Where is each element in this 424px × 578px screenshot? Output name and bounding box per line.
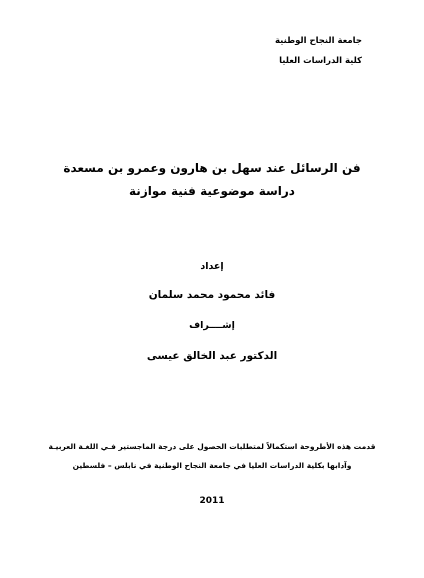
university-name: جامعة النجاح الوطنية xyxy=(274,36,362,46)
submission-year: 2011 xyxy=(199,496,225,506)
thesis-subtitle: دراسة موضوعية فنية موازنة xyxy=(129,184,295,198)
preparation-label: إعداد xyxy=(200,261,224,272)
faculty-name: كلية الدراسات العليا xyxy=(279,56,362,66)
author-name: فائد محمود محمد سلمان xyxy=(148,289,276,301)
submission-statement-line-2: وآدابها بكلية الدراسات العليا في جامعة النجاح الوطنية في نابلس – فلسطين xyxy=(72,461,352,470)
thesis-title: فن الرسائل عند سهل بن هارون وعمرو بن مسعدة xyxy=(63,161,361,175)
submission-statement-line-1: قدمت هذه الأطروحة استكمالاً لمتطلبات الحصول على درجة الماجستير فـي اللغـة العربيـة xyxy=(48,442,376,451)
supervisor-name: الدكتور عبد الخالق عيسى xyxy=(146,350,278,362)
supervision-label: إشــــراف xyxy=(189,320,235,331)
